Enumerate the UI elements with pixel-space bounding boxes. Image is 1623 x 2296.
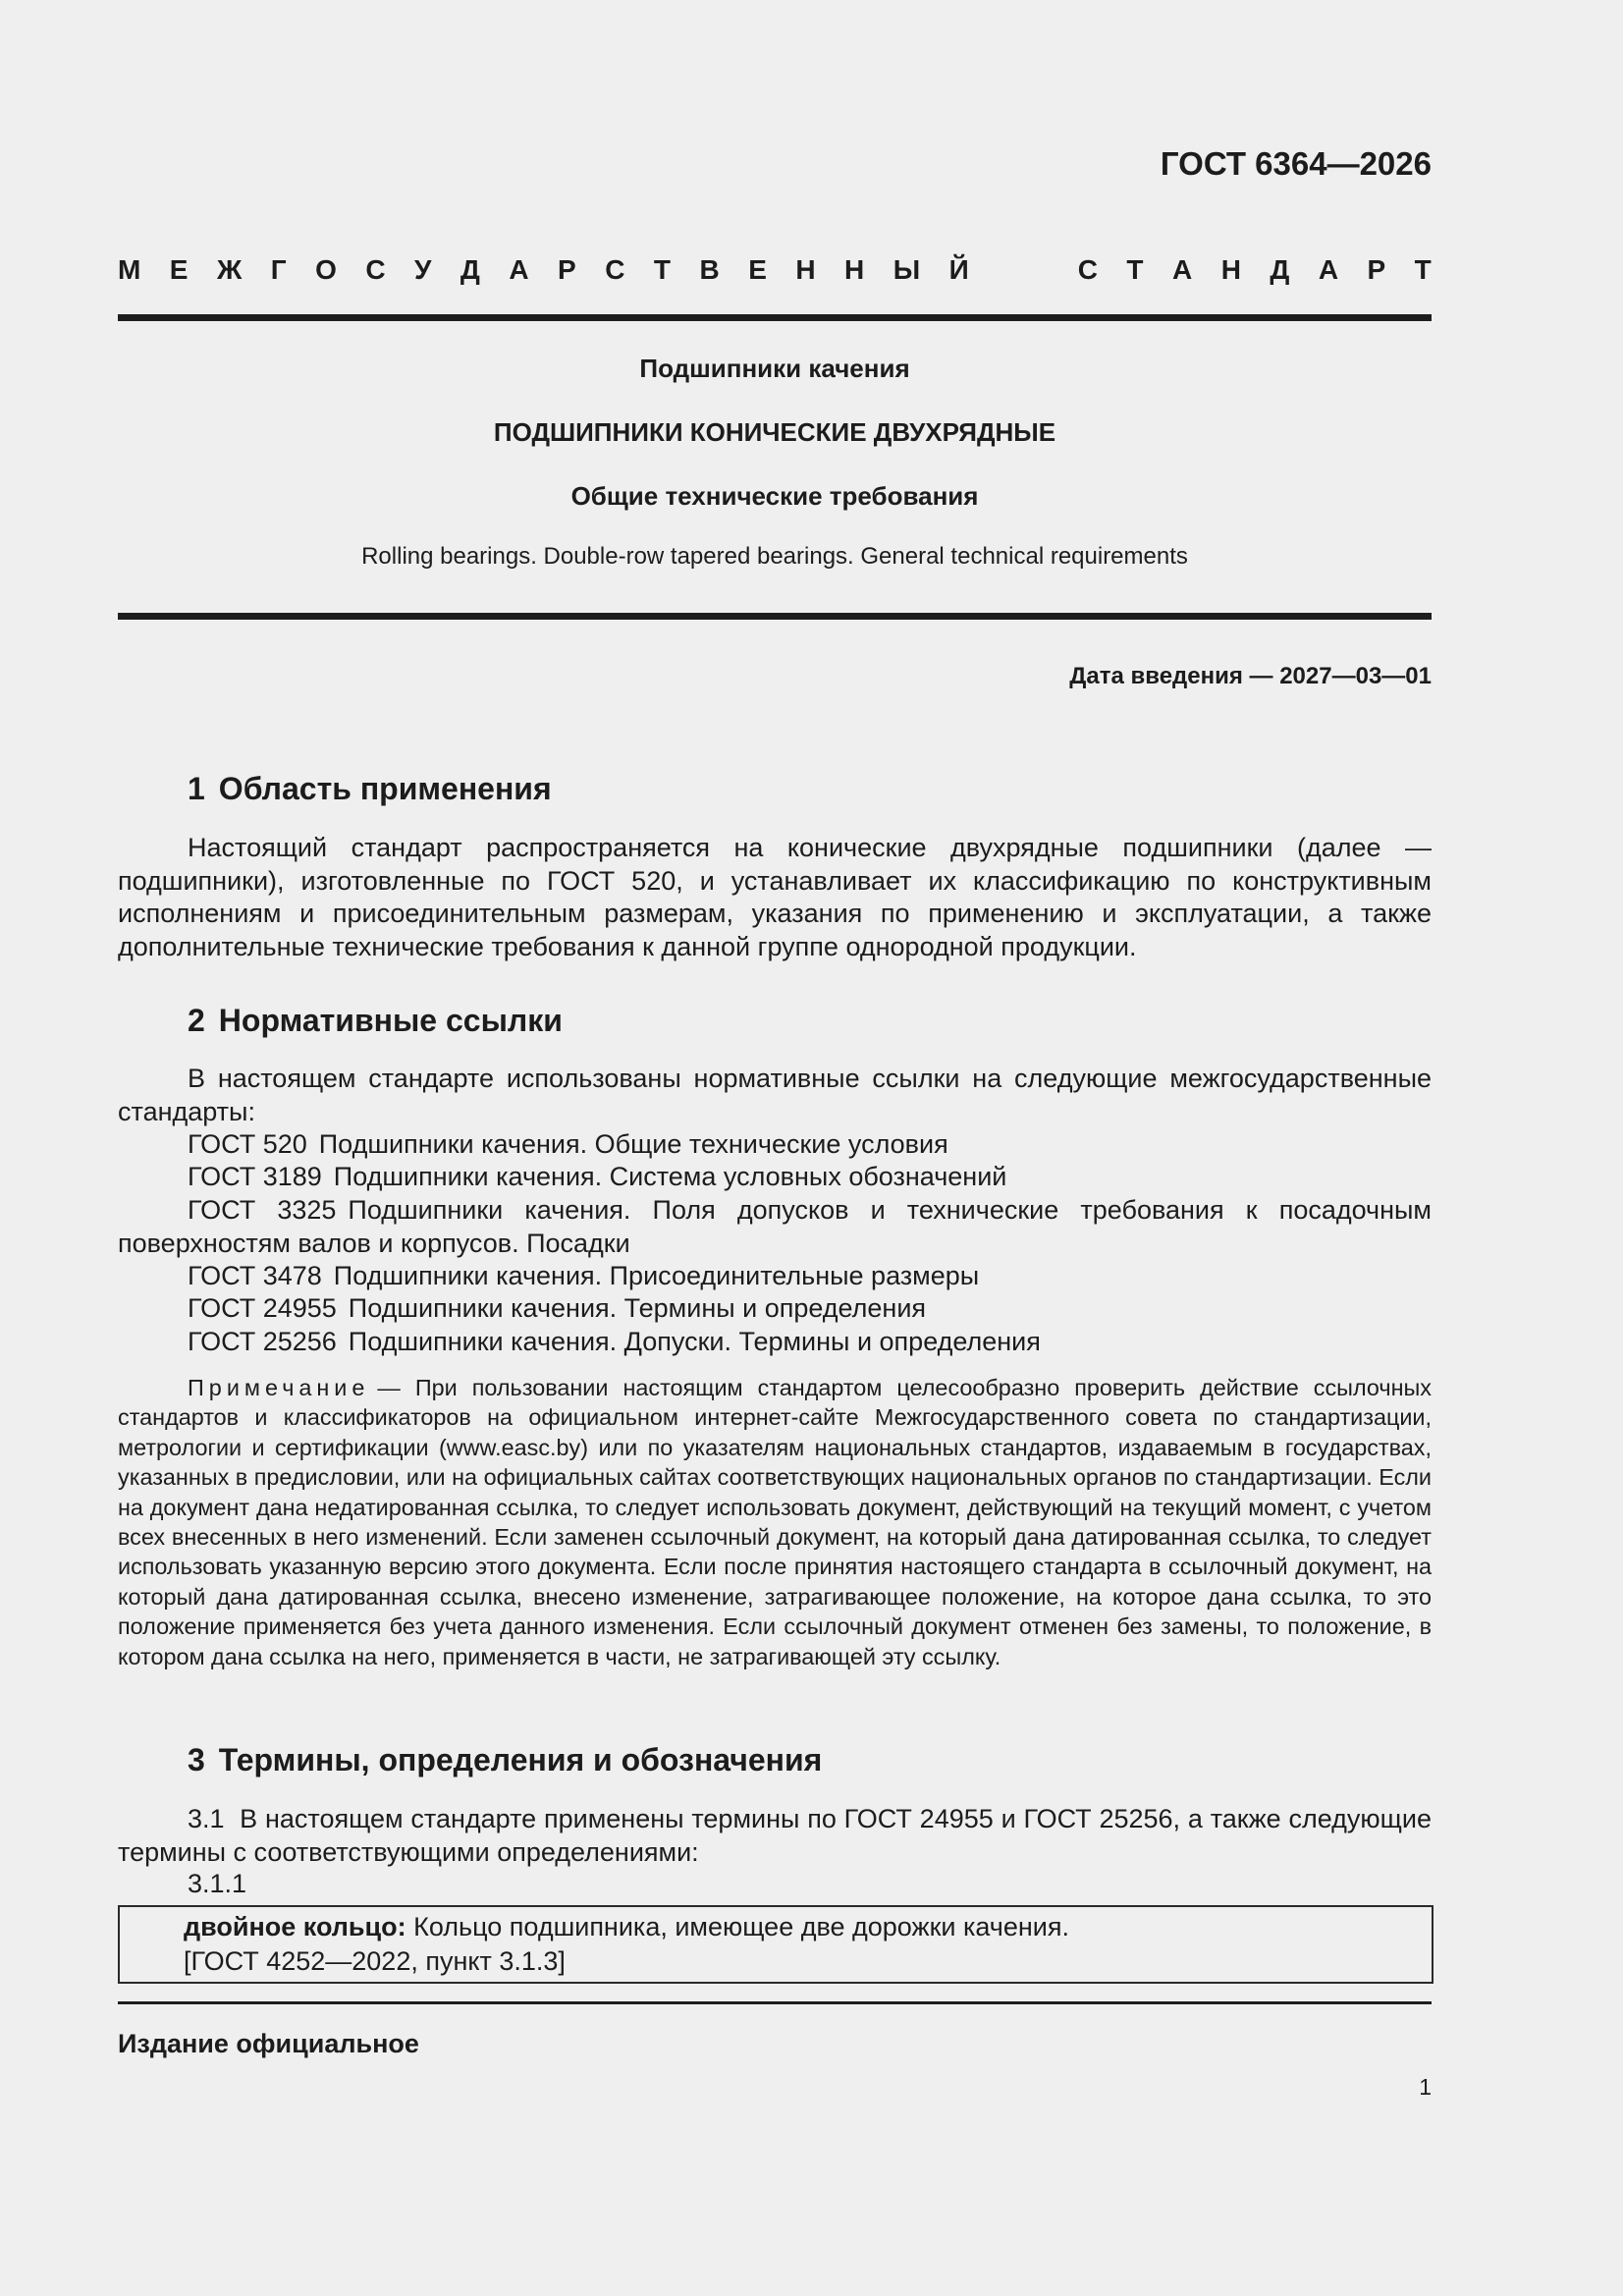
note-text: — При пользовании настоящим стандартом целесообразно проверить действие ссылочных стандартов и классификаторов на официальном интернет-сайте Межгосударственного совета по стандартизации, метрологии и сертификации (www.easc.by) или по указателям национальных стандартов, издаваемым в государствах, указанных в предисловии, или на официальных сайтах соответствующих национальных органов по стандартизации. Если на документ дана недатированная ссылка, то следует использовать документ, действующий на текущий момент, с учетом всех внесенных в него изменений. Если заменен ссылочный документ, на который дана датированная ссылка, то следует использовать указанную версию этого документа. Если после принятия настоящего стандарта в ссылочный документ, на который дана датированная ссылка, внесено изменение, затрагивающее положение, на которое дана ссылка, то это положение применяется без учета данного изменения. Если ссылочный документ отменен без замены, то положение, в котором дана ссылка на него, применяется в части, не затрагивающей эту ссылку. <box>118 1375 1432 1669</box>
standard-type-letter: С <box>365 254 386 285</box>
standard-type-letter: М <box>118 254 141 285</box>
standard-type-letter: С <box>1077 254 1098 285</box>
document-number: ГОСТ 6364—2026 <box>1160 145 1432 182</box>
normative-reference <box>118 1194 1432 1260</box>
section-1-title: Область применения <box>218 771 552 806</box>
standard-type-letter: Н <box>844 254 865 285</box>
term-number: 3.1.1 <box>188 1869 247 1898</box>
clause-3-1 <box>118 1803 1432 1869</box>
section-1-heading <box>188 771 552 807</box>
reference-code: ГОСТ 24955 <box>188 1293 337 1323</box>
section-1-text: Настоящий стандарт распространяется на конические двухрядные подшипники (далее — подшипники), изготовленные по ГОСТ 520, и устанавливает их классификацию по конструктивным исполнениям и присоединительным размерам, указания по применению и эксплуатации, а также дополнительные технические требования к данной группе однородной продукции. <box>118 833 1432 961</box>
section-3-heading <box>188 1742 822 1778</box>
title-english: Rolling bearings. Double-row tapered bearings. General technical requirements <box>361 543 1188 570</box>
page-number: 1 <box>1419 2074 1432 2100</box>
section-2-intro: В настоящем стандарте использованы нормативные ссылки на следующие межгосударственные стандарты: <box>118 1064 1432 1126</box>
term-name: двойное кольцо: <box>184 1912 406 1941</box>
standard-type-letter: Т <box>653 254 672 285</box>
reference-code: ГОСТ 25256 <box>188 1327 337 1356</box>
references-note <box>118 1373 1432 1671</box>
title-subject: Подшипники качения <box>639 354 910 383</box>
section-1-number: 1 <box>188 771 205 806</box>
term-definition-text: Кольцо подшипника, имеющее две дорожки качения. <box>413 1912 1070 1941</box>
section-2-heading <box>188 1003 563 1039</box>
reference-code: ГОСТ 3478 <box>188 1261 322 1290</box>
standard-type-letter: Р <box>1367 254 1386 285</box>
standard-type-letter: Д <box>460 254 480 285</box>
reference-code: ГОСТ 3189 <box>188 1162 322 1191</box>
reference-title: Подшипники качения. Общие технические условия <box>318 1129 948 1159</box>
standard-type-letter: Р <box>558 254 576 285</box>
reference-code: ГОСТ 3325 <box>188 1195 337 1225</box>
standard-type-letter: С <box>605 254 625 285</box>
header-rule-top <box>118 314 1432 321</box>
section-2-number: 2 <box>188 1003 205 1038</box>
standard-type-letter: Ж <box>216 254 243 285</box>
clause-text: В настоящем стандарте применены термины по ГОСТ 24955 и ГОСТ 25256, а также следующие термины с соответствующими определениями: <box>118 1804 1432 1867</box>
section-3-title: Термины, определения и обозначения <box>218 1742 823 1777</box>
term-definition <box>184 1912 1069 1942</box>
standard-type-letter: Е <box>748 254 767 285</box>
standard-type-letter: А <box>509 254 529 285</box>
term-source: [ГОСТ 4252—2022, пункт 3.1.3] <box>184 1946 566 1976</box>
standard-type-letter: Й <box>948 254 969 285</box>
standard-type-letter: Г <box>270 254 287 285</box>
reference-title: Подшипники качения. Допуски. Термины и определения <box>348 1327 1041 1356</box>
standard-type-letter: В <box>699 254 720 285</box>
footer-rule <box>118 2001 1432 2004</box>
official-edition-label: Издание официальное <box>118 2029 419 2058</box>
standard-type-letter: Е <box>169 254 189 285</box>
header-rule-bottom <box>118 613 1432 620</box>
standard-type-letter: У <box>414 254 432 285</box>
normative-reference <box>188 1260 979 1293</box>
reference-title: Подшипники качения. Термины и определения <box>348 1293 927 1323</box>
standard-type-letter: Т <box>1126 254 1144 285</box>
standard-type-letter: О <box>315 254 337 285</box>
section-2-title: Нормативные ссылки <box>218 1003 563 1038</box>
normative-reference <box>188 1161 1006 1194</box>
normative-reference <box>188 1326 1041 1359</box>
section-3-number: 3 <box>188 1742 205 1777</box>
standard-type-letter: Н <box>1220 254 1241 285</box>
standard-type-letter: Д <box>1270 254 1290 285</box>
standard-type-letter: А <box>1171 254 1193 285</box>
normative-reference <box>188 1128 948 1162</box>
standard-type-letter: Т <box>1414 254 1432 285</box>
standard-type-letter: Н <box>795 254 816 285</box>
reference-title: Подшипники качения. Присоединительные размеры <box>333 1261 980 1290</box>
title-main: ПОДШИПНИКИ КОНИЧЕСКИЕ ДВУХРЯДНЫЕ <box>493 417 1056 447</box>
note-label: Примечание <box>188 1375 370 1400</box>
introduction-date: Дата введения — 2027—03—01 <box>1069 663 1432 689</box>
standard-type-letter: А <box>1318 254 1339 285</box>
reference-title: Подшипники качения. Система условных обозначений <box>333 1162 1007 1191</box>
normative-reference <box>188 1292 926 1326</box>
standard-type-letter: Ы <box>893 254 921 285</box>
reference-title: Подшипники качения. Поля допусков и технические требования к посадочным поверхностям валов и корпусов. Посадки <box>118 1195 1432 1258</box>
standard-type-heading <box>118 250 1432 290</box>
clause-number: 3.1 <box>188 1804 225 1833</box>
title-requirements: Общие технические требования <box>570 481 979 511</box>
reference-code: ГОСТ 520 <box>188 1129 307 1159</box>
